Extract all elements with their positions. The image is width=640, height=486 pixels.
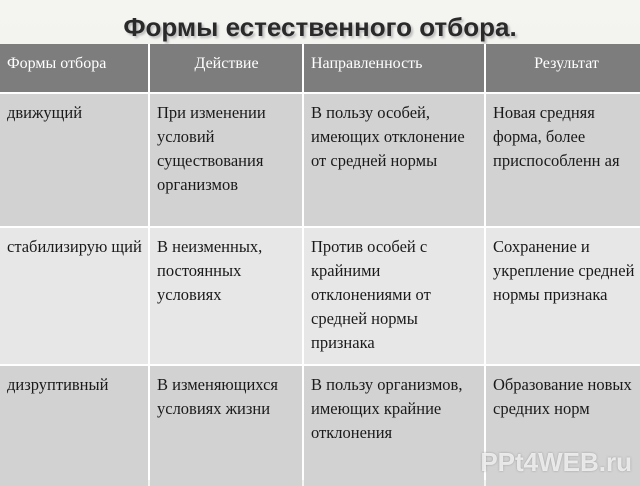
header-direction: Направленность: [304, 44, 484, 92]
header-result: Результат: [486, 44, 640, 92]
row1-direction: В пользу особей, имеющих отклонение от средней нормы: [304, 94, 484, 226]
row2-action: В неизменных, постоянных условиях: [150, 228, 302, 364]
slide-title: Формы естественного отбора.: [123, 12, 517, 42]
header-action: Действие: [150, 44, 302, 92]
row1-result: Новая средняя форма, более приспособленн ая: [486, 94, 640, 226]
row2-direction: Против особей с крайними отклонениями от средней нормы признака: [304, 228, 484, 364]
selection-forms-table: [0, 44, 640, 480]
row3-result: Образование новых средних норм: [486, 366, 640, 486]
row2-form: стабилизирую щий: [0, 228, 148, 364]
row2-result: Сохранение и укрепление средней нормы признака: [486, 228, 640, 364]
row3-action: В изменяющихся условиях жизни: [150, 366, 302, 486]
row3-direction: В пользу организмов, имеющих крайние отклонения: [304, 366, 484, 486]
row1-action: При изменении условий существования организмов: [150, 94, 302, 226]
header-forms: Формы отбора: [0, 44, 148, 92]
row3-form: дизруптивный: [0, 366, 148, 486]
watermark: PPt4WEB.ru: [480, 447, 632, 477]
row1-form: движущий: [0, 94, 148, 226]
